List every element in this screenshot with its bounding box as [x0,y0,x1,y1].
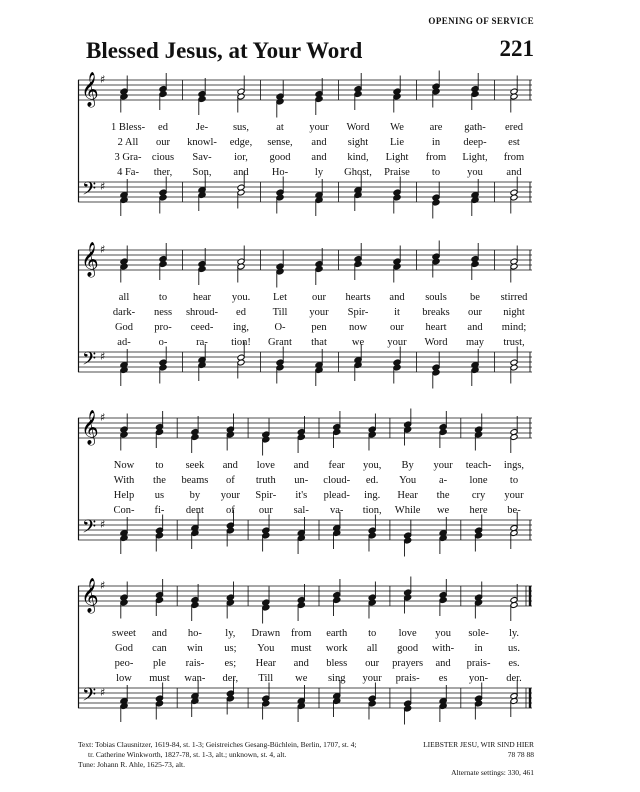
lyric-syllable: Hear [255,658,277,669]
lyric-syllable: from [503,152,525,163]
lyric-syllable: must [149,673,170,684]
lyric-syllable: ad- [117,337,131,348]
treble-staff [78,80,532,100]
lyric-syllable: God [114,322,134,333]
lyric-syllable: God [114,643,134,654]
lyric-syllable: mind; [501,322,527,333]
meter: 78 78 88 [507,750,534,759]
bass-staff [78,352,532,372]
lyric-syllable: all [366,643,378,654]
lyric-syllable: our [312,292,326,303]
bass-staff [78,182,532,202]
lyric-syllable: ered [504,122,524,133]
lyric-syllable: your [220,490,240,501]
lyric-syllable: it's [295,490,308,501]
lyric-syllable: Sav- [192,152,212,163]
lyric-syllable: kind, [347,152,369,163]
verse-line-1 [78,120,532,135]
lyric-syllable: the [153,475,166,486]
treble-staff [78,586,532,606]
verse-line-4 [78,165,532,180]
music-system [78,408,532,568]
lyric-syllable: ho- [187,628,202,639]
bass-clef: 𝄢 [82,349,97,374]
lyric-syllable: you, [362,460,382,471]
verse-line-3 [78,150,532,165]
lyric-syllable: o- [158,337,168,348]
lyric-syllable: to [509,475,519,486]
verse-line-2 [78,135,532,150]
credit-line: Tune: Johann R. Ahle, 1625-73, alt. [78,760,186,769]
bass-clef: 𝄢 [82,517,97,542]
lyric-syllable: and [467,322,483,333]
credit-line: Text: Tobias Clausnitzer, 1619-84, st. 1-3; Geistreiches Gesang-Büchlein, Berlin, 1707, st. 4; [78,740,357,749]
lyric-syllable: of [225,505,235,516]
lyric-syllable: dark- [112,307,136,318]
lyric-syllable: all [118,292,130,303]
lyric-syllable: to [368,628,377,639]
lyric-syllable: here [469,505,488,516]
lyric-syllable: der. [506,673,522,684]
lyric-syllable: es; [224,658,237,669]
sharp-sign: ♯ [100,579,106,592]
hymn-number: 221 [499,36,534,61]
lyric-syllable: ple [153,658,166,669]
lyric-syllable: our [258,505,273,516]
lyric-syllable: and [233,167,249,178]
lyric-syllable: ings, [503,460,525,471]
verse-line-1 [78,458,532,473]
lyric-syllable: our [390,322,404,333]
lyric-syllable: knowl- [187,137,217,148]
lyric-syllable: rais- [185,658,205,669]
lyric-syllable: Till [272,307,288,318]
text-credits [78,740,418,770]
lyric-syllable: cloud- [323,475,351,486]
tune-info [423,740,534,760]
treble-staff [78,418,532,438]
lyric-syllable: ing. [364,490,381,501]
lyric-syllable: ceed- [190,322,214,333]
sharp-sign: ♯ [100,73,106,86]
lyric-syllable: win [187,643,203,654]
lyric-syllable: edge, [229,137,253,148]
lyric-syllable: un- [294,475,309,486]
lyric-syllable: good [397,643,419,654]
hymn-title: Blessed Jesus, at Your Word [86,38,363,63]
lyric-syllable: us. [508,643,520,654]
lyric-syllable: souls [425,292,447,303]
lyric-syllable: tion! [231,337,251,348]
bass-clef: 𝄢 [82,685,97,710]
lyric-syllable: Son, [192,167,212,178]
lyric-syllable: from [425,152,447,163]
lyric-syllable: a- [438,475,448,486]
lyric-syllable: at [276,122,284,133]
verse-line-1 [78,626,532,641]
lyric-syllable: sole- [468,628,489,639]
lyric-syllable: fear [328,460,345,471]
lyric-syllable: lone [469,475,488,486]
lyric-syllable: earth [326,628,348,639]
lyric-syllable: ra- [196,337,208,348]
lyric-syllable: seek [185,460,205,471]
lyric-syllable: you. [231,292,251,303]
lyric-syllable: in [474,643,483,654]
lyric-syllable: it [394,307,400,318]
lyric-syllable: night [503,307,525,318]
lyric-syllable: prayers [392,658,424,669]
lyric-syllable: our [468,307,482,318]
lyric-syllable: and [506,167,522,178]
lyric-syllable: 1 Bless- [110,122,146,133]
lyric-syllable: tion, [362,505,382,516]
lyric-syllable: hear [192,292,212,303]
lyric-syllable: and [222,460,238,471]
lyric-syllable: you [435,628,451,639]
lyric-syllable: sight [347,137,369,148]
sharp-sign: ♯ [100,243,106,256]
lyric-syllable: Ho- [271,167,289,178]
lyric-syllable: While [394,505,421,516]
lyric-syllable: bless [326,658,348,669]
lyric-syllable: Spir- [347,307,369,318]
lyric-syllable: ing, [232,322,250,333]
lyric-syllable: You [257,643,275,654]
lyric-syllable: hearts [345,292,371,303]
verse-line-4 [78,503,532,518]
lyric-syllable: ness [153,307,173,318]
lyric-syllable: trust, [503,337,525,348]
section-heading: OPENING OF SERVICE [428,16,534,26]
verse-line-4 [78,335,532,350]
lyric-syllable: You [399,475,417,486]
lyric-syllable: cry [471,490,486,501]
lyric-syllable: are [429,122,443,133]
lyric-syllable: sense, [267,137,293,148]
lyric-syllable: prais- [395,673,420,684]
music-system [78,70,532,230]
lyric-syllable: pen [311,322,327,333]
lyric-syllable: ly. [508,628,520,639]
lyric-syllable: Word [424,337,448,348]
lyric-syllable: Light [385,152,409,163]
lyric-syllable: that [311,337,327,348]
lyric-syllable: you [467,167,483,178]
lyric-syllable: our [156,137,170,148]
lyric-syllable: must [291,643,312,654]
lyric-syllable: shroud- [185,307,219,318]
lyric-syllable: ther, [153,167,173,178]
lyric-syllable: we [351,337,365,348]
lyric-syllable: and [293,460,309,471]
music-system [78,576,532,736]
lyric-syllable: Let [273,292,287,303]
lyric-syllable: and [311,137,327,148]
lyric-syllable: and [435,658,451,669]
lyric-syllable: es [438,673,448,684]
lyric-syllable: may [465,337,485,348]
lyric-syllable: prais- [466,658,491,669]
lyric-syllable: est [508,137,520,148]
lyric-syllable: Ghost, [344,167,372,178]
lyric-syllable: your [433,460,453,471]
lyric-syllable: Praise [384,167,410,178]
lyric-syllable: Je- [195,122,209,133]
lyric-syllable: from [291,628,312,639]
lyric-syllable: your [309,122,329,133]
lyric-syllable: Now [113,460,135,471]
lyric-syllable: Hear [397,490,418,501]
lyric-syllable: ed [236,307,246,318]
lyric-syllable: your [309,307,329,318]
treble-clef: 𝄞 [81,578,99,613]
verse-line-3 [78,488,532,503]
lyric-syllable: Con- [113,505,135,516]
lyric-syllable: By [401,460,414,471]
lyric-syllable: can [152,643,167,654]
lyric-syllable: stirred [500,292,528,303]
lyric-syllable: 2 All [117,137,139,148]
lyric-syllable: we [436,505,450,516]
lyric-syllable: sus, [232,122,250,133]
lyric-syllable: now [348,322,368,333]
lyric-syllable: der, [222,673,239,684]
lyric-syllable: Help [113,490,135,501]
lyric-syllable: sweet [112,628,136,639]
verse-line-2 [78,473,532,488]
lyric-syllable: cious [151,152,175,163]
sharp-sign: ♯ [100,180,106,193]
lyric-syllable: 3 Gra- [114,152,142,163]
lyric-syllable: ior, [234,152,248,163]
lyric-syllable: be- [507,505,521,516]
lyric-syllable: us [154,490,165,501]
lyric-syllable: ly [314,167,324,178]
lyric-syllable: of [225,475,235,486]
lyric-syllable: Lie [390,137,404,148]
sharp-sign: ♯ [100,686,106,699]
lyric-syllable: fi- [154,505,165,516]
treble-staff [78,250,532,270]
lyric-syllable: love [398,628,417,639]
lyric-syllable: plead- [323,490,350,501]
music-system [78,240,532,400]
lyric-syllable: be [470,292,480,303]
lyric-syllable: and [151,628,168,639]
lyric-syllable: breaks [422,307,450,318]
lyric-syllable: in [431,137,441,148]
lyric-syllable: love [256,460,275,471]
treble-clef: 𝄞 [81,72,99,107]
sharp-sign: ♯ [100,518,106,531]
treble-clef: 𝄞 [81,410,99,445]
lyric-syllable: ed [158,122,168,133]
credit-line: tr. Catherine Winkworth, 1827-78, st. 1-3, alt.; unknown, st. 4, alt. [88,750,287,759]
lyric-syllable: We [390,122,404,133]
lyric-syllable: low [116,673,132,684]
alternate-settings: Alternate settings: 330, 461 [451,768,534,777]
lyric-syllable: our [365,658,380,669]
verse-line-4 [78,671,532,686]
tune-name: LIEBSTER JESU, WIR SIND HIER [423,740,534,749]
lyric-syllable: and [311,152,327,163]
lyric-syllable: Till [258,673,274,684]
lyric-syllable: 4 Fa- [117,167,139,178]
lyric-syllable: and [389,292,405,303]
lyric-syllable: peo- [114,658,134,669]
sharp-sign: ♯ [100,350,106,363]
lyric-syllable: to [431,167,441,178]
verse-line-1 [78,290,532,305]
bass-clef: 𝄢 [82,179,97,204]
sharp-sign: ♯ [100,411,106,424]
verse-line-2 [78,641,532,656]
lyric-syllable: deep- [463,137,487,148]
verse-line-3 [78,656,532,671]
lyric-syllable: teach- [465,460,492,471]
lyric-syllable: Drawn [251,628,281,639]
lyric-syllable: work [325,643,348,654]
lyric-syllable: and [293,658,309,669]
lyric-syllable: truth [255,475,276,486]
lyric-syllable: heart [425,322,447,333]
lyric-syllable: Spir- [255,490,277,501]
lyric-syllable: sing [327,673,346,684]
lyric-syllable: by [189,490,201,501]
lyric-syllable: Grant [268,337,292,348]
lyric-syllable: to [155,460,164,471]
lyric-syllable: good [269,152,291,163]
lyric-syllable: us; [224,643,237,654]
lyric-syllable: with- [431,643,455,654]
verse-line-3 [78,320,532,335]
lyric-syllable: va- [330,505,344,516]
lyric-syllable: the [436,490,450,501]
lyric-syllable: ly, [225,628,236,639]
lyric-syllable: yon- [468,673,489,684]
lyric-syllable: your [362,673,382,684]
lyric-syllable: beams [181,475,209,486]
lyric-syllable: we [295,673,308,684]
treble-clef: 𝄞 [81,242,99,277]
lyric-syllable: gath- [464,122,486,133]
lyric-syllable: pro- [154,322,172,333]
lyric-syllable: Light, [462,152,488,163]
lyric-syllable: ed. [365,475,379,486]
lyric-syllable: With [113,475,135,486]
lyric-syllable: sal- [293,505,309,516]
lyric-syllable: dent [185,505,204,516]
verse-line-2 [78,305,532,320]
lyric-syllable: es. [508,658,520,669]
lyric-syllable: wan- [184,673,206,684]
lyric-syllable: your [387,337,407,348]
lyric-syllable: your [504,490,524,501]
lyric-syllable: Word [346,122,370,133]
lyric-syllable: to [158,292,168,303]
lyric-syllable: O- [274,322,286,333]
